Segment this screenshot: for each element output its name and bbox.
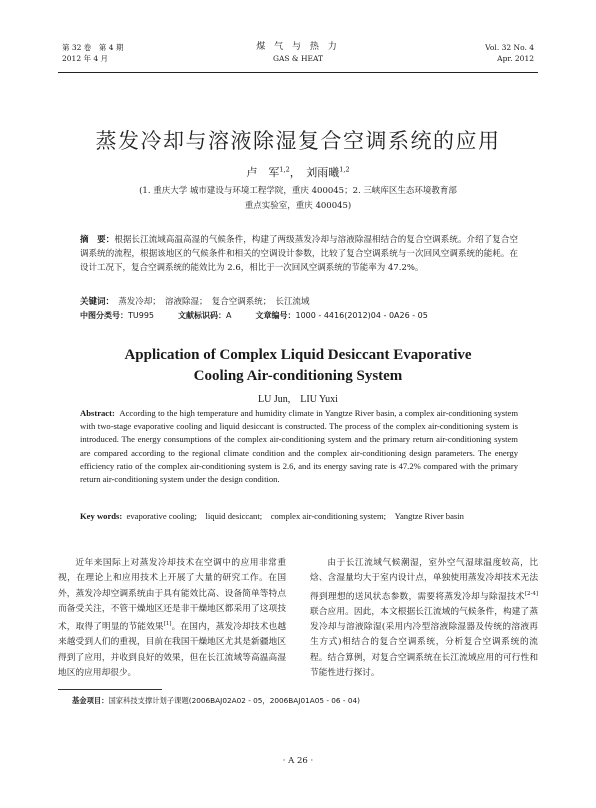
header-volume-en: Vol. 32 No. 4 (485, 43, 534, 52)
running-header (58, 38, 538, 73)
affiliation-line-2: 重点实验室，重庆 400045) (244, 201, 352, 211)
title-en-line-1: Application of Complex Liquid Desiccant Evaporative (124, 347, 472, 363)
keywords-en (80, 509, 518, 523)
header-volume-info-en (485, 42, 534, 64)
header-date-en: Apr. 2012 (497, 54, 534, 63)
abstract-cn-text: 根据长江流域高温高湿的气候条件，构建了两级蒸发冷却与溶液除湿相结合的复合空调系统。介绍了复合空调系统的流程，根据该地区的气候条件和相关的空调设计参数，比较了复合空调系统与一次回风空调系统的能耗。在设计工况下，复合空调系统的能效比为 2.6，相比于一次回风空调系统的节能率为 47.2%。 (80, 235, 518, 274)
abstract-cn-label: 摘 要： (80, 235, 115, 245)
journal-name-cn: 煤 气 与 热 力 (256, 42, 340, 52)
citation-ref-2-4: [2-4] (524, 590, 538, 597)
classification-line (80, 310, 518, 321)
authors-en: LU Jun, LIU Yuxi (258, 394, 338, 405)
abstract-en-label: Abstract: (80, 408, 115, 418)
body-p2-text-b: 联合应用。因此，本文根据长江流域的气候条件，构建了蒸发冷却与溶液除湿(采用内冷型溶液除湿器及传统的溶液再生方式)相结合的复合空调系统，分析复合空调系统的流程。结合算例，对复合空调系统在长江流域应用的可行性和节能性进行探讨。 (310, 606, 538, 678)
affiliation-line-1: (1. 重庆大学 城市建设与环境工程学院，重庆 400045；2. 三峡库区生态环境教育部 (139, 186, 457, 196)
abstract-en (80, 407, 518, 486)
body-p1-text-a: 近年来国际上对蒸发冷却技术在空调中的应用非常重视，在理论上和应用技术上开展了大量的研究工作。在国外，蒸发冷却空调系统由于具有能效比高、设备简单等特点而备受关注，不管干燥地区还是非干燥地区都采用了这项技术，取得了明显的节能效果 (58, 558, 286, 633)
body-column-right (310, 556, 538, 678)
clc-label: 中图分类号： (80, 311, 128, 320)
abstract-cn (80, 233, 518, 276)
body-text (58, 556, 538, 678)
article-number-value: 1000 - 4416(2012)04 - 0A26 - 05 (295, 311, 428, 320)
body-paragraph-2 (310, 556, 538, 681)
citation-ref-1: [1] (163, 621, 172, 628)
keywords-cn-text: 蒸发冷却； 溶液除湿； 复合空调系统； 长江流域 (118, 297, 310, 307)
header-date-cn: 2012 年 4 月 (62, 54, 109, 63)
body-p1-text-b: 。在国内，蒸发冷却技术也越来越受到人们的重视，目前在我国干燥地区尤其是新疆地区得到了应用，并收到良好的效果，但在长江流域等高温高湿地区的应用却很少。 (58, 622, 287, 678)
keywords-cn-label: 关键词： (80, 297, 110, 307)
article-title-cn: 蒸发冷却与溶液除湿复合空调系统的应用 (95, 129, 501, 153)
body-p2-text-a: 由于长江流域气候潮湿，室外空气湿球温度较高，比焓、含湿量均大于室内设计点，单独使用蒸发冷却技术无法得到理想的送风状态参数，需要将蒸发冷却与除湿技术 (310, 558, 538, 602)
header-journal-name (58, 42, 538, 64)
affiliations-cn (90, 184, 506, 214)
author-2-cn: 刘雨曦 (306, 166, 340, 179)
funding-note (72, 696, 360, 706)
keywords-cn (80, 295, 518, 307)
doc-code-label: 文献标识码： (178, 311, 227, 320)
body-column-left (58, 556, 287, 678)
header-volume-cn: 第 32 卷 第 4 期 (62, 43, 124, 52)
footnote-rule (58, 689, 162, 690)
article-title-en (0, 345, 596, 387)
article-number-label: 文章编号： (255, 311, 296, 320)
abstract-en-text: According to the high temperature and humidity climate in Yangtze River basin, a complex air-conditioning system with two-stage evaporative cooling and liquid desiccant is constructed. The process of the complex air-conditioning system is introduced. The energy consumptions of the complex air-conditioning system and the primary return air-conditioning system are compared according to the regional climate condition and the complex air-conditioning design parameters. The energy efficiency ratio of the complex air-conditioning system is 2.6, and its energy saving rate is 47.2% compared with the primary return air-conditioning system under the design condition. (80, 408, 519, 485)
title-en-line-2: Cooling Air-conditioning System (193, 368, 403, 384)
keywords-en-text: evaporative cooling; liquid desiccant; complex air-conditioning system; Yangtze River basin (126, 511, 464, 521)
page-number: · A 26 · (282, 756, 314, 766)
doc-code-value: A (226, 311, 232, 320)
funding-label: 基金项目： (72, 696, 109, 705)
author-1-affil-mark: 1,2 (279, 165, 290, 174)
journal-name-en: GAS & HEAT (272, 54, 323, 63)
funding-text: 国家科技支撑计划子课题(2006BAJ02A02 - 05，2006BAJ01A05 - 06 - 04) (108, 696, 360, 705)
author-2-affil-mark: 1,2 (339, 165, 350, 174)
clc-value: TU995 (128, 311, 155, 320)
author-1-cn: 卢 军 (246, 166, 280, 179)
keywords-en-label: Key words: (80, 511, 123, 521)
body-paragraph-1 (58, 556, 286, 681)
authors-cn (0, 164, 596, 180)
author-separator: ， (289, 166, 307, 179)
